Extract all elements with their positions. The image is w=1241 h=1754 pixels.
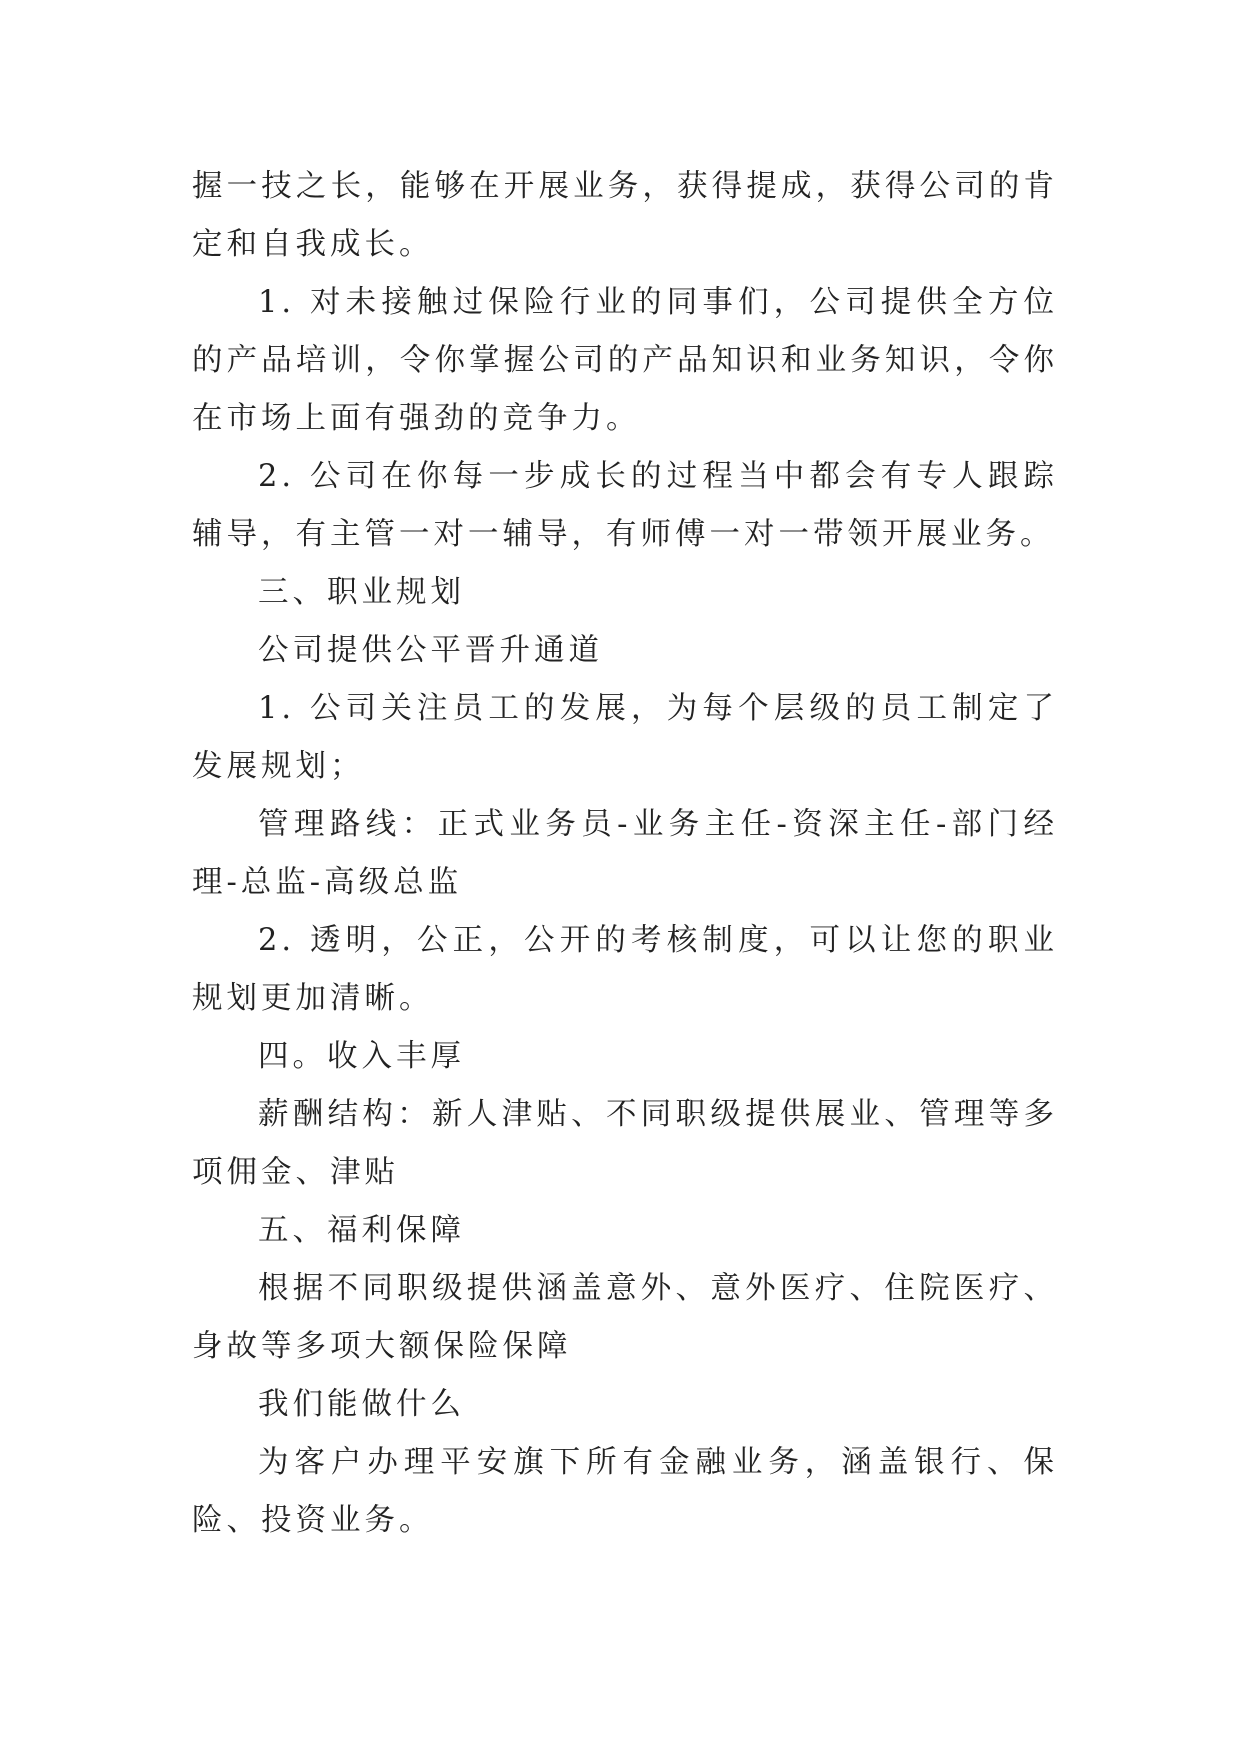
section-heading-benefits: 五、福利保障 [258,1213,465,1248]
paragraph-career-item-2: 2. 透明，公正，公开的考核制度，可以让您的职业规划更加清晰。 [192,923,1058,1016]
paragraph-career-item-1: 1. 公司关注员工的发展，为每个层级的员工制定了发展规划； [192,691,1058,784]
section-heading-what-we-do: 我们能做什么 [258,1387,465,1422]
paragraph-benefits: 根据不同职级提供涵盖意外、意外医疗、住院医疗、身故等多项大额保险保障 [192,1271,1058,1364]
paragraph-training-item-1: 1. 对未接触过保险行业的同事们，公司提供全方位的产品培训，令你掌握公司的产品知识和业务知识，令你在市场上面有强劲的竞争力。 [192,285,1058,436]
section-heading-income: 四。收入丰厚 [258,1039,465,1074]
document-body [192,158,1058,1550]
paragraph-promotion: 公司提供公平晋升通道 [258,633,603,668]
paragraph: 握一技之长，能够在开展业务，获得提成，获得公司的肯定和自我成长。 [192,169,1058,262]
section-heading-career: 三、职业规划 [258,575,465,610]
paragraph-management-route: 管理路线：正式业务员-业务主任-资深主任-部门经理-总监-高级总监 [192,807,1058,900]
paragraph-training-item-2: 2. 公司在你每一步成长的过程当中都会有专人跟踪辅导，有主管一对一辅导，有师傅一对一带领开展业务。 [192,459,1058,552]
paragraph-what-we-do: 为客户办理平安旗下所有金融业务，涵盖银行、保险、投资业务。 [192,1445,1058,1538]
paragraph-salary-structure: 薪酬结构：新人津贴、不同职级提供展业、管理等多项佣金、津贴 [192,1097,1058,1190]
